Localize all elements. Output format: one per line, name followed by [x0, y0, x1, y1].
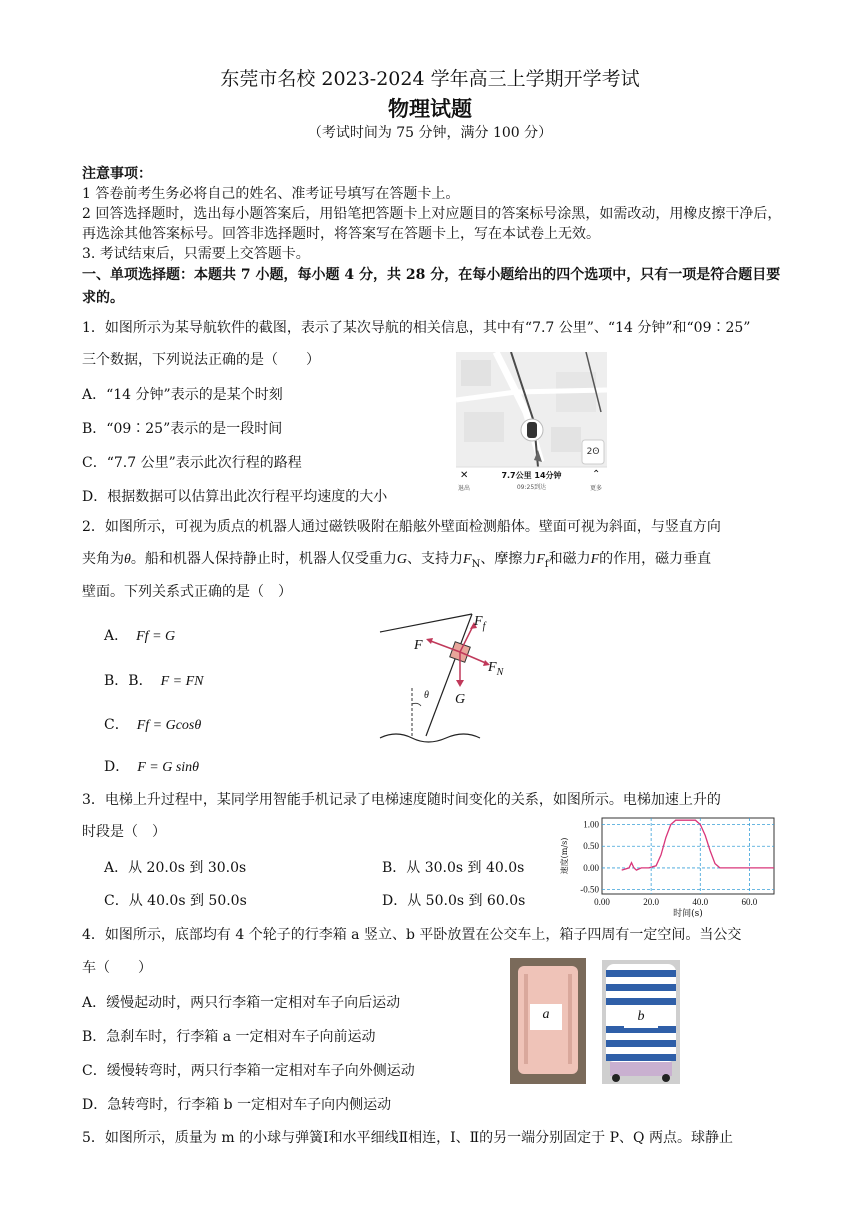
q4-option-d: D．急转弯时，行李箱 b 一定相对车子向内侧运动: [82, 1097, 392, 1113]
suitcase-b-photo: [602, 960, 680, 1084]
q4-stem-line2: 车（ ）: [82, 960, 152, 976]
y-axis-label: 速度(m/s): [560, 837, 569, 875]
route-summary: 7.7公里 14分钟: [501, 471, 562, 480]
label-theta: θ: [424, 690, 429, 701]
q1-option-a: A．“14 分钟”表示的是某个时刻: [82, 387, 283, 403]
q1-option-b: B．“09∶25”表示的是一段时间: [82, 421, 283, 437]
q3-stem-line1: 3．电梯上升过程中，某同学用智能手机记录了电梯速度随时间变化的关系，如图所示。电梯加速上升的: [82, 792, 721, 808]
suitcase-b-label: b: [637, 1009, 645, 1024]
time-note: （考试时间为 75 分钟，满分 100 分）: [307, 125, 553, 141]
y-tick-label: 1.00: [583, 819, 599, 830]
x-tick-label: 0.00: [594, 897, 610, 907]
label-fn: $F_N$: [488, 660, 504, 678]
svg-text:2ʘ: 2ʘ: [586, 447, 600, 457]
x-tick-label: 60.0: [741, 897, 758, 907]
q3-option-d: D．从 50.0s 到 60.0s: [382, 893, 526, 909]
section-heading: 一、单项选择题：本题共 7 小题，每小题 4 分，共 28 分，在每小题给出的四个选项中，只有一项是符合题目要求的。: [82, 267, 781, 306]
y-tick-label: 0.00: [583, 862, 599, 873]
hull-top-line: [380, 614, 472, 632]
x-tick-label: 40.0: [692, 897, 709, 907]
x-axis-label: 时间(s): [673, 909, 703, 919]
suitcase-a-photo: [510, 958, 586, 1084]
close-icon[interactable]: ✕: [460, 470, 469, 481]
arrival-time: 09:25到达: [516, 484, 547, 491]
suitcase-a-label: a: [542, 1007, 550, 1022]
notice-item-1: 1 答卷前考生务必将自己的姓名、准考证号填写在答题卡上。: [82, 186, 460, 202]
y-tick-label: -0.50: [580, 884, 599, 895]
q2-stem-line2: 夹角为θ。船和机器人保持静止时，机器人仅受重力G、支持力$F_N$、摩擦力$F_f$和磁力F的作用，磁力垂直: [82, 551, 712, 570]
notice-item-3: 3. 考试结束后，只需要上交答题卡。: [82, 246, 310, 262]
q2-option-d: D． F = G sinθ: [104, 759, 200, 775]
label-ff: $F_f$: [474, 614, 486, 632]
x-tick-label: 20.0: [643, 897, 660, 907]
q2-option-a: A． Ff = G: [104, 628, 176, 644]
exam-title: 东莞市名校 2023-2024 学年高三上学期开学考试: [220, 68, 640, 90]
chevron-up-icon[interactable]: ⌃: [592, 469, 601, 480]
water-surface: [380, 734, 480, 742]
q3-option-a: A．从 20.0s 到 30.0s: [104, 860, 247, 876]
q1-stem-line2: 三个数据，下列说法正确的是（ ）: [82, 352, 320, 368]
q1-option-c: C．“7.7 公里”表示此次行程的路程: [82, 455, 302, 471]
velocity-time-chart: [558, 812, 780, 920]
exit-label[interactable]: 退出: [458, 485, 471, 492]
q2-stem-line1: 2．如图所示，可视为质点的机器人通过磁铁吸附在船舷外壁面检测船体。壁面可视为斜面，与竖直方向: [82, 519, 721, 535]
navigation-screenshot: [456, 352, 607, 495]
q2-option-c: C． Ff = Gcosθ: [104, 717, 202, 733]
q2-stem-line3: 壁面。下列关系式正确的是（ ）: [82, 584, 292, 600]
q3-option-b: B．从 30.0s 到 40.0s: [382, 860, 525, 876]
notice-heading: 注意事项：: [82, 166, 152, 182]
q2-option-b: B．B． F = FN: [104, 673, 204, 689]
q4-option-c: C．缓慢转弯时，两只行李箱一定相对车子向外侧运动: [82, 1063, 415, 1079]
label-g: G: [455, 692, 466, 707]
q1-stem-line1: 1．如图所示为某导航软件的截图，表示了某次导航的相关信息，其中有“7.7 公里”、“14 分钟”和“09∶25”: [82, 320, 751, 336]
q4-option-b: B．急刹车时，行李箱 a 一定相对车子向前运动: [82, 1029, 376, 1045]
notice-item-2: 2 回答选择题时，选出每小题答案后，用铅笔把答题卡上对应题目的答案标号涂黑，如需改动，用橡皮擦干净后，再选涂其他答案标号。回答非选择题时，将答案写在答题卡上，写在本试卷上无效。: [82, 206, 782, 242]
plot-frame: [602, 818, 774, 894]
q5-stem-line1: 5．如图所示，质量为 m 的小球与弹簧Ⅰ和水平细线Ⅱ相连，Ⅰ、Ⅱ的另一端分别固定于 P、Q 两点。球静止: [82, 1130, 733, 1146]
q3-option-c: C．从 40.0s 到 50.0s: [104, 893, 247, 909]
force-diagram: [376, 612, 516, 748]
theta-symbol: θ: [124, 552, 131, 567]
q4-stem-line1: 4．如图所示，底部均有 4 个轮子的行李箱 a 竖立、b 平卧放置在公交车上，箱子四周有一定空间。当公交: [82, 927, 742, 943]
label-f: F: [414, 638, 423, 653]
q3-stem-line2: 时段是（ ）: [82, 824, 166, 840]
y-tick-label: 0.50: [583, 841, 599, 852]
q4-option-a: A．缓慢起动时，两只行李箱一定相对车子向后运动: [82, 995, 401, 1011]
velocity-series-line: [622, 820, 774, 870]
subject-title: 物理试题: [388, 96, 472, 121]
q1-option-d: D．根据数据可以估算出此次行程平均速度的大小: [82, 489, 388, 505]
more-label[interactable]: 更多: [590, 485, 603, 492]
hull-wall: [426, 614, 472, 736]
